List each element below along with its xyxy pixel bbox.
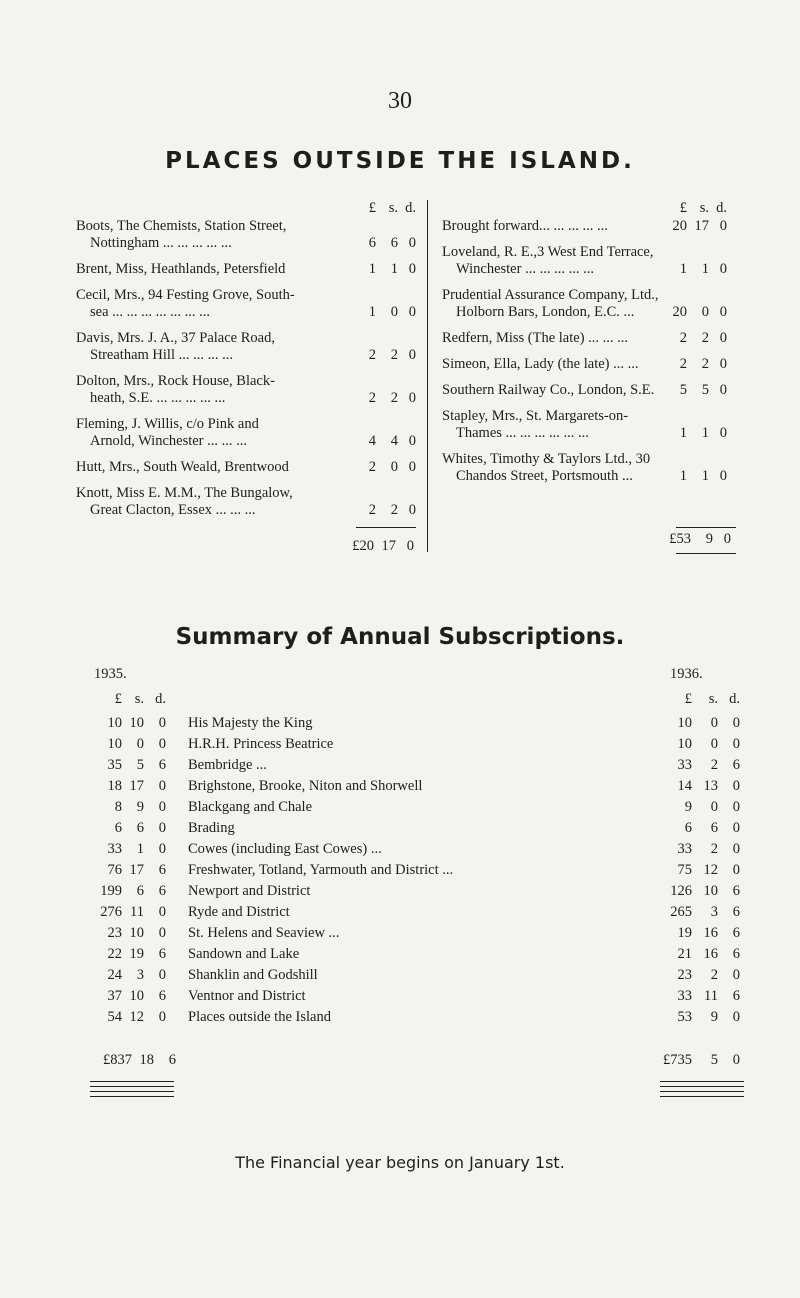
- subscription-amount: 1 1 0: [679, 425, 727, 441]
- amount-1936: 21 16 6: [677, 946, 740, 962]
- subscriber-name: Dolton, Mrs., Rock House, Black-: [76, 373, 275, 389]
- amount-1935: 22 19 6: [107, 946, 166, 962]
- summary-row: [94, 946, 744, 966]
- subscriber-name: Simeon, Ella, Lady (the late) ... ...: [442, 356, 639, 372]
- summary-row: [94, 757, 744, 777]
- district-name: Ryde and District: [188, 904, 290, 920]
- district-name: Places outside the Island: [188, 1009, 331, 1025]
- district-name: Sandown and Lake: [188, 946, 300, 962]
- money-header: £ s. d.: [679, 200, 727, 216]
- summary-currency-header: £ s. d. £ s. d.: [114, 691, 740, 707]
- district-name: Bembridge ...: [188, 757, 267, 773]
- amount-1935: 6 6 0: [114, 820, 166, 836]
- right-total: £53 9 0: [669, 531, 731, 547]
- subscriber-entry: [76, 218, 416, 252]
- subscriber-entry: [442, 244, 727, 278]
- summary-row: [94, 778, 744, 798]
- amount-1936: 33 2 6: [677, 757, 740, 773]
- subscriber-name: Boots, The Chemists, Station Street,: [76, 218, 287, 234]
- district-name: Brighstone, Brooke, Niton and Shorwell: [188, 778, 423, 794]
- amount-1936: 126 10 6: [670, 883, 740, 899]
- summary-title: Summary of Annual Subscriptions.: [175, 624, 625, 650]
- right-subscriber-column: [442, 200, 727, 494]
- amount-1936: 10 0 0: [677, 715, 740, 731]
- subscriber-entry: [442, 382, 727, 399]
- amount-1935: 24 3 0: [107, 967, 166, 983]
- total-1936-double-rule: [660, 1081, 744, 1087]
- amount-1935: 276 11 0: [100, 904, 166, 920]
- subscriber-address: Chandos Street, Portsmouth ...: [456, 468, 633, 484]
- subscriber-name: Loveland, R. E.,3 West End Terrace,: [442, 244, 654, 260]
- subscriber-entry: [442, 218, 727, 235]
- money-header: £ s. d.: [368, 200, 416, 216]
- total-1935-double-rule-2: [90, 1091, 174, 1097]
- district-name: H.R.H. Princess Beatrice: [188, 736, 334, 752]
- subscription-amount: 4 4 0: [368, 433, 416, 449]
- summary-row: [94, 925, 744, 945]
- subscription-amount: 2 2 0: [679, 356, 727, 372]
- subscriber-name: Knott, Miss E. M.M., The Bungalow,: [76, 485, 293, 501]
- subscription-amount: 20 0 0: [672, 304, 727, 320]
- right-total-rule: [676, 527, 736, 528]
- amount-1936: 14 13 0: [677, 778, 740, 794]
- subscriber-name: Brought forward... ... ... ... ...: [442, 218, 608, 234]
- amount-1935: 10 10 0: [107, 715, 166, 731]
- subscriber-address: Thames ... ... ... ... ... ...: [456, 425, 589, 441]
- district-name: Newport and District: [188, 883, 311, 899]
- subscriber-entry: [76, 287, 416, 321]
- summary-totals: £837 18 6 £735 5 0: [103, 1052, 740, 1068]
- subscriber-address: Winchester ... ... ... ... ...: [456, 261, 594, 277]
- subscriber-name: Prudential Assurance Company, Ltd.,: [442, 287, 659, 303]
- subscription-amount: 2 0 0: [368, 459, 416, 475]
- amount-1935: 35 5 6: [107, 757, 166, 773]
- summary-row: [94, 988, 744, 1008]
- subscriber-name: Southern Railway Co., London, S.E.: [442, 382, 655, 398]
- summary-row: [94, 736, 744, 756]
- left-subscriber-column: [76, 200, 416, 528]
- summary-row: [94, 967, 744, 987]
- summary-row: [94, 883, 744, 903]
- amount-1936: 10 0 0: [677, 736, 740, 752]
- summary-row: [94, 820, 744, 840]
- subscriber-entry: [442, 408, 727, 442]
- subscriber-entry: [76, 459, 416, 476]
- subscriber-name: Cecil, Mrs., 94 Festing Grove, South-: [76, 287, 295, 303]
- amount-1936: 23 2 0: [677, 967, 740, 983]
- subscriber-address: Nottingham ... ... ... ... ...: [90, 235, 232, 251]
- amount-1936: 33 2 0: [677, 841, 740, 857]
- subscriber-address: sea ... ... ... ... ... ... ...: [90, 304, 211, 320]
- subscription-amount: 1 0 0: [368, 304, 416, 320]
- subscriber-entry: [442, 356, 727, 373]
- left-total-rule: [356, 527, 416, 528]
- places-outside-title: PLACES OUTSIDE THE ISLAND.: [165, 148, 635, 174]
- amount-1936: 33 11 6: [677, 988, 740, 1004]
- left-total: £20 17 0: [352, 538, 414, 554]
- amount-1935: 37 10 6: [107, 988, 166, 1004]
- amount-1935: 10 0 0: [107, 736, 166, 752]
- subscriber-address: heath, S.E. ... ... ... ... ...: [90, 390, 226, 406]
- subscriber-address: Holborn Bars, London, E.C. ...: [456, 304, 635, 320]
- subscriber-address: Great Clacton, Essex ... ... ...: [90, 502, 256, 518]
- right-total-underline: [676, 553, 736, 554]
- total-1935-double-rule: [90, 1081, 174, 1087]
- amount-1936: 19 16 6: [677, 925, 740, 941]
- amount-1936: 265 3 6: [670, 904, 740, 920]
- subscription-amount: 2 2 0: [368, 347, 416, 363]
- subscriber-address: Arnold, Winchester ... ... ...: [90, 433, 248, 449]
- amount-1936: 6 6 0: [684, 820, 740, 836]
- summary-row: [94, 799, 744, 819]
- subscriber-name: Fleming, J. Willis, c/o Pink and: [76, 416, 259, 432]
- subscriber-name: Brent, Miss, Heathlands, Petersfield: [76, 261, 286, 277]
- district-name: Blackgang and Chale: [188, 799, 313, 815]
- subscription-amount: 5 5 0: [679, 382, 727, 398]
- district-name: St. Helens and Seaview ...: [188, 925, 340, 941]
- summary-row: [94, 841, 744, 861]
- amount-1935: 76 17 6: [107, 862, 166, 878]
- district-name: Ventnor and District: [188, 988, 306, 1004]
- subscriber-entry: [442, 451, 727, 485]
- district-name: Freshwater, Totland, Yarmouth and District ...: [188, 862, 454, 878]
- subscription-amount: 2 2 0: [368, 390, 416, 406]
- summary-row: [94, 862, 744, 882]
- subscriber-name: Hutt, Mrs., South Weald, Brentwood: [76, 459, 289, 475]
- amount-1935: 23 10 0: [107, 925, 166, 941]
- district-name: Cowes (including East Cowes) ...: [188, 841, 382, 857]
- subscriber-name: Redfern, Miss (The late) ... ... ...: [442, 330, 629, 346]
- subscriber-entry: [76, 330, 416, 364]
- amount-1936: 75 12 0: [677, 862, 740, 878]
- total-1936-double-rule-2: [660, 1091, 744, 1097]
- summary-row: [94, 904, 744, 924]
- amount-1935: 199 6 6: [100, 883, 166, 899]
- subscription-amount: 1 1 0: [679, 468, 727, 484]
- district-name: Brading: [188, 820, 235, 836]
- subscription-amount: 1 1 0: [679, 261, 727, 277]
- amount-1935: 8 9 0: [114, 799, 166, 815]
- column-divider: [427, 200, 428, 552]
- summary-row: [94, 715, 744, 735]
- amount-1935: 33 1 0: [107, 841, 166, 857]
- amount-1936: 9 0 0: [684, 799, 740, 815]
- financial-year-note: The Financial year begins on January 1st.: [235, 1153, 565, 1172]
- year-1936-header: 1936.: [670, 666, 703, 682]
- amount-1935: 54 12 0: [107, 1009, 166, 1025]
- subscription-amount: 2 2 0: [679, 330, 727, 346]
- subscriber-entry: [76, 416, 416, 450]
- district-name: Shanklin and Godshill: [188, 967, 318, 983]
- subscription-amount: 2 2 0: [368, 502, 416, 518]
- subscription-amount: 20 17 0: [672, 218, 727, 234]
- page-number: 30: [388, 88, 412, 114]
- subscriber-entry: [442, 330, 727, 347]
- subscriber-entry: [442, 287, 727, 321]
- subscriber-name: Davis, Mrs. J. A., 37 Palace Road,: [76, 330, 275, 346]
- subscriber-address: Streatham Hill ... ... ... ...: [90, 347, 233, 363]
- subscription-amount: 1 1 0: [368, 261, 416, 277]
- subscription-amount: 6 6 0: [368, 235, 416, 251]
- amount-1935: 18 17 0: [107, 778, 166, 794]
- subscriber-name: Whites, Timothy & Taylors Ltd., 30: [442, 451, 651, 467]
- summary-row: [94, 1009, 744, 1029]
- district-name: His Majesty the King: [188, 715, 313, 731]
- subscriber-name: Stapley, Mrs., St. Margarets-on-: [442, 408, 629, 424]
- subscriber-entry: [76, 485, 416, 519]
- subscriber-entry: [76, 261, 416, 278]
- year-1935-header: 1935.: [94, 666, 127, 682]
- amount-1936: 53 9 0: [677, 1009, 740, 1025]
- subscriber-entry: [76, 373, 416, 407]
